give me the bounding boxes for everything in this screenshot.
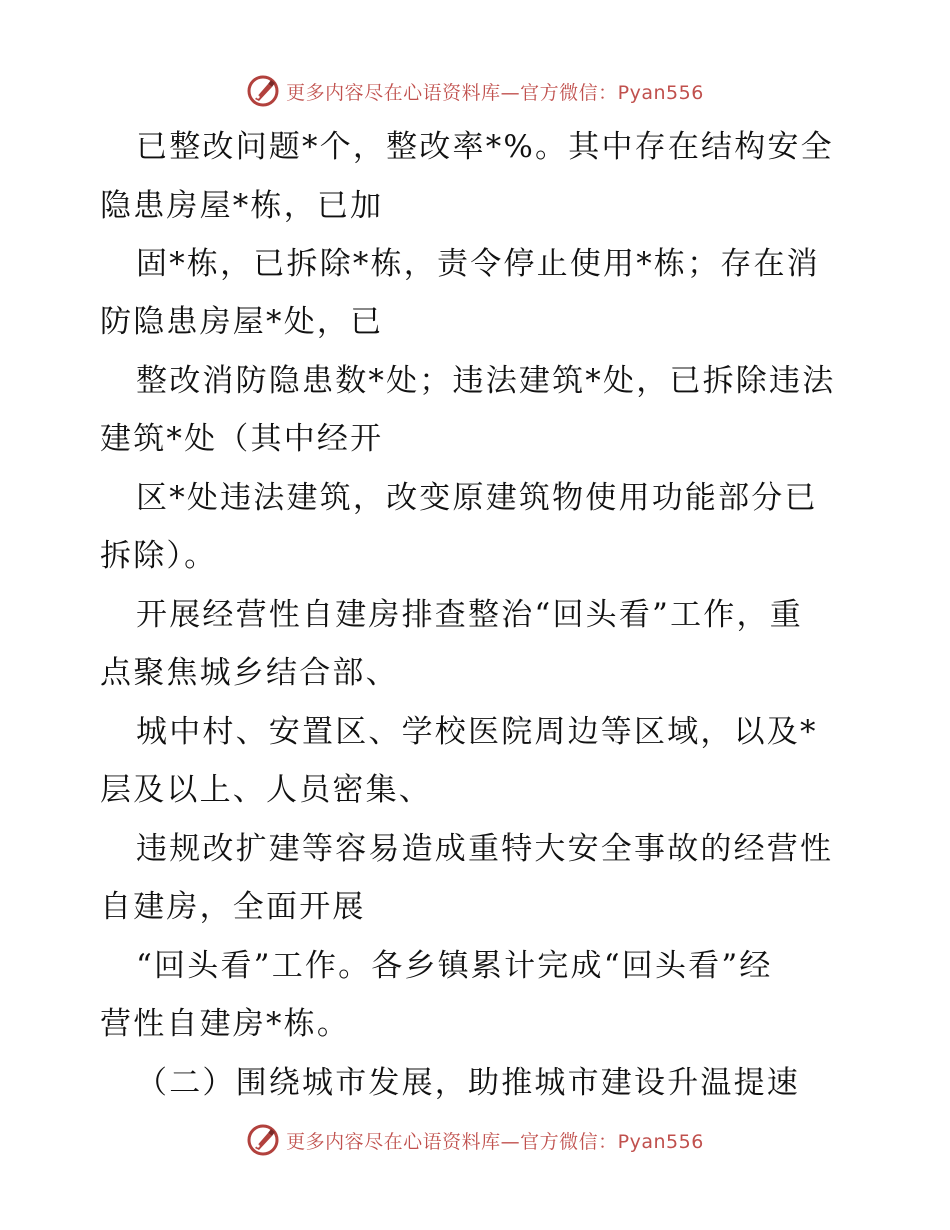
body-line: 整改消防隐患数*处；违法建筑*处，已拆除违法: [136, 363, 836, 399]
pen-logo-icon: [246, 74, 280, 108]
body-line: 防隐患房屋*处，已: [100, 304, 384, 340]
body-line: 隐患房屋*栋，已加: [100, 188, 384, 224]
body-line: 点聚焦城乡结合部、: [100, 655, 399, 691]
body-line: 违规改扩建等容易造成重特大安全事故的经营性: [136, 831, 834, 867]
body-line: 自建房，全面开展: [100, 889, 366, 925]
body-line: 建筑*处（其中经开: [100, 421, 384, 457]
pen-logo-icon: [246, 1123, 280, 1157]
body-line: 区*处违法建筑，改变原建筑物使用功能部分已: [136, 480, 818, 516]
body-line: 固*栋，已拆除*栋，责令停止使用*栋；存在消: [136, 246, 820, 282]
body-line: 拆除）。: [100, 538, 218, 574]
header-banner: [0, 71, 950, 111]
body-line: 层及以上、人员密集、: [100, 772, 432, 808]
body-line: “回头看”工作。各乡镇累计完成“回头看”经: [136, 948, 773, 984]
section-heading: （二）围绕城市发展，助推城市建设升温提速: [136, 1065, 800, 1101]
body-line: 营性自建房*栋。: [100, 1006, 351, 1042]
body-line: 开展经营性自建房排查整治“回头看”工作，重: [136, 597, 803, 633]
footer-banner: [0, 1120, 950, 1160]
header-banner-text: 更多内容尽在心语资料库—官方微信：Pyan556: [286, 81, 704, 104]
footer-banner-text: 更多内容尽在心语资料库—官方微信：Pyan556: [286, 1130, 704, 1153]
body-line: 已整改问题*个，整改率*%。其中存在结构安全: [136, 129, 834, 165]
body-line: 城中村、安置区、学校医院周边等区域，以及*: [136, 714, 818, 750]
